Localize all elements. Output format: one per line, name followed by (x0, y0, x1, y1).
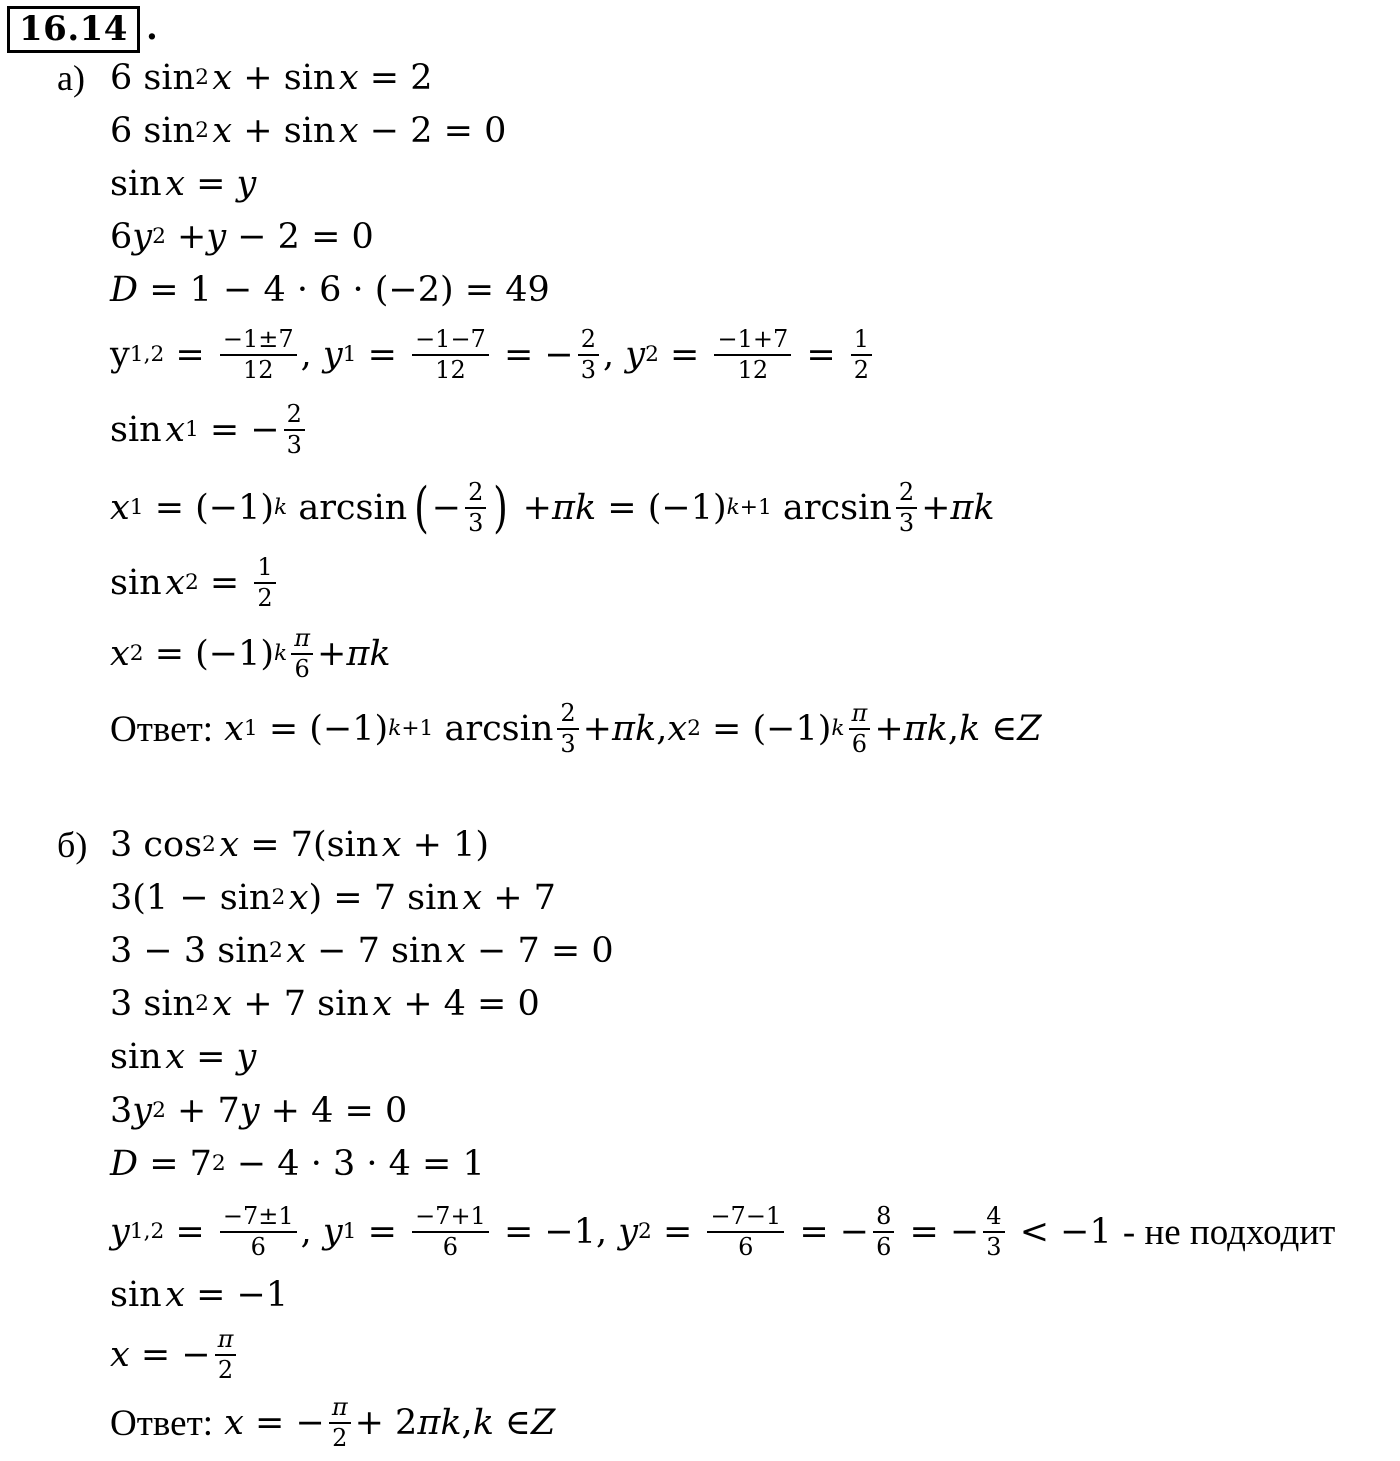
equation-line: sin x = −1 (110, 1275, 289, 1315)
equation-line: D = 7 2 − 4 · 3 · 4 = 1 (110, 1144, 485, 1184)
equation-line: D = 1 − 4 · 6 · (−2) = 49 (110, 270, 550, 310)
equation-line: 6 sin 2 x + sin x − 2 = 0 (110, 111, 507, 151)
reject-note: - не подходит (1122, 1211, 1336, 1253)
equation-line: y 1,2 = $\frac{-1\pm 7}{12}$ , y 1 = $\frac{-1-7}{12}$ = − $\frac{2}{3}$ , y 2 = $\frac{-1+7}{12}$ = $\frac{1}{2}$ (110, 325, 876, 385)
equation-line: y 1,2 = $\frac{-7\pm 1}{6}$ , y 1 = $\frac{-7+1}{6}$ = −1, y 2 = $\frac{-7-1}{6}$ = − $\frac{8}{6}$ = − $\frac{4}{3}$ < −1 - не подходит (110, 1201, 1336, 1261)
equation-line: x = − $\frac{\pi}{2}$ (110, 1325, 240, 1385)
equation-line: sin x 2 = $\frac{1}{2}$ (110, 553, 280, 613)
equation-line: 6 sin 2 x + sin x = 2 (110, 58, 433, 98)
answer-label: Ответ: (110, 708, 214, 750)
equation-line: sin x = y (110, 1037, 257, 1077)
problem-number-dot: . (146, 8, 158, 48)
equation-line: 3 sin 2 x + 7 sin x + 4 = 0 (110, 984, 540, 1024)
equation-line: sin x = y (110, 164, 257, 204)
equation-line: 3 − 3 sin 2 x − 7 sin x − 7 = 0 (110, 931, 614, 971)
part-a-marker: а) (57, 58, 85, 98)
equation-line: 3 y 2 + 7 y + 4 = 0 (110, 1091, 408, 1131)
problem-number-badge: 16.14 (7, 6, 140, 53)
equation-line: x 2 = (−1) k $\frac{\pi}{6}$ + πk (110, 623, 391, 683)
equation-line: 3(1 − sin 2 x ) = 7 sin x + 7 (110, 878, 556, 918)
equation-line: 3 cos 2 x = 7(sin x + 1) (110, 825, 490, 865)
answer-line-b: Ответ: x = − $\frac{\pi}{2}$ + 2 πk , k ∈ Z (110, 1392, 556, 1452)
answer-label: Ответ: (110, 1402, 214, 1444)
equation-line: sin x 1 = − $\frac{2}{3}$ (110, 400, 309, 460)
answer-line-a: Ответ: x 1 = (−1) k+1 arcsin $\frac{2}{3}$ + πk , x 2 = (−1) k $\frac{\pi}{6}$ + πk , k ∈ Z (110, 698, 1042, 758)
equation-line: x 1 = (−1) k arcsin ( − $\frac{2}{3}$ ) + πk = (−1) k+1 arcsin $\frac{2}{3}$ + πk (110, 476, 995, 539)
part-b-marker: б) (57, 825, 88, 865)
equation-line: 6 y 2 + y − 2 = 0 (110, 217, 374, 257)
